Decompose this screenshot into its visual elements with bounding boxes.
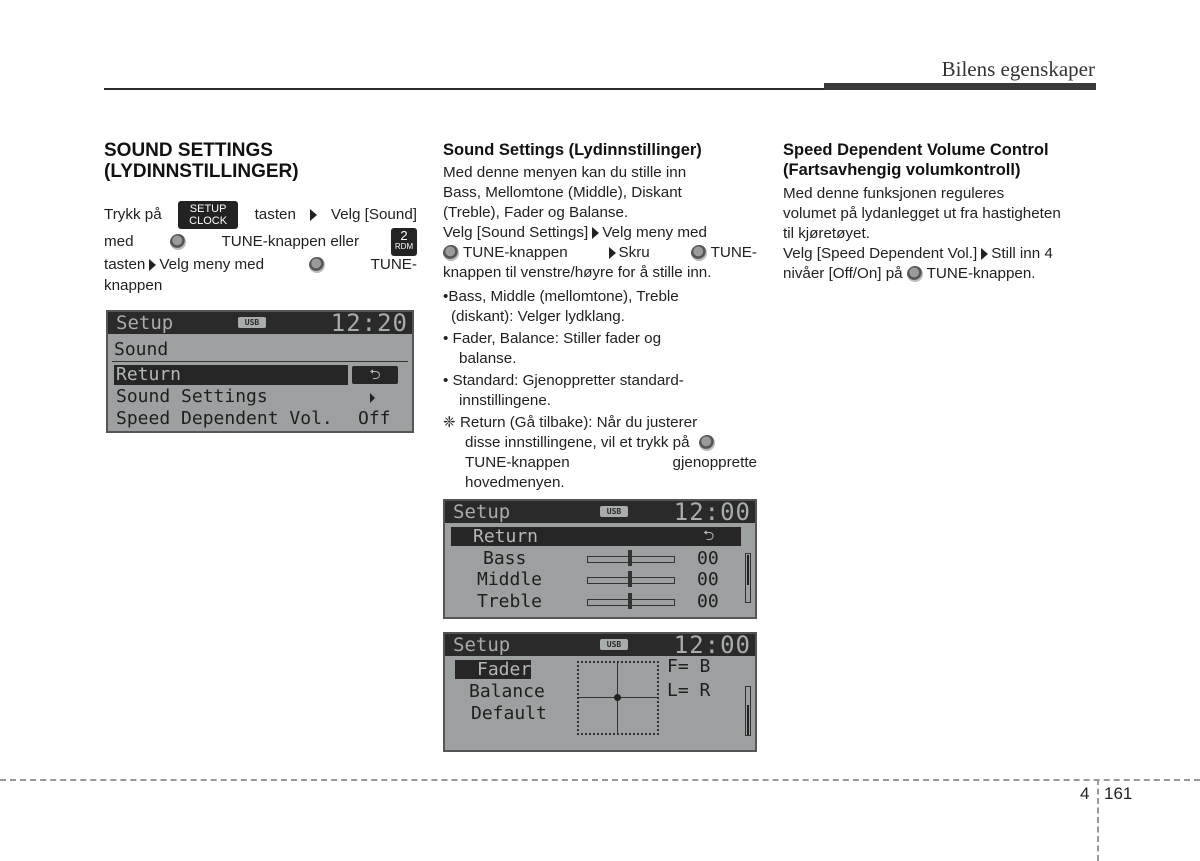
tune-knob-icon xyxy=(443,245,459,261)
lcd-speed-dep-item: Speed Dependent Vol. xyxy=(116,408,333,429)
tune-knob-icon xyxy=(691,245,707,261)
footer-dashed-line xyxy=(0,779,1200,781)
tune-knob-icon xyxy=(699,435,715,451)
page-number: 161 xyxy=(1104,784,1133,803)
lcd-clock: 12:00 xyxy=(673,498,751,526)
lcd-bass-value: 00 xyxy=(697,548,719,569)
usb-icon: USB xyxy=(600,639,628,650)
tune-knob-icon xyxy=(170,234,186,250)
arrow-right-icon xyxy=(592,227,599,239)
arrow-right-icon xyxy=(609,247,616,259)
lcd-screen-fader xyxy=(443,632,757,752)
lcd-scrollbar xyxy=(745,553,751,603)
lcd-status-bar xyxy=(445,498,755,526)
arrow-right-icon xyxy=(149,259,156,271)
lcd-screen-sound xyxy=(106,310,414,433)
setup-clock-key-icon: SETUP CLOCK xyxy=(178,201,238,229)
tune-knob-icon xyxy=(907,266,923,282)
arrow-right-icon xyxy=(981,248,988,260)
lcd-title: Setup xyxy=(453,634,511,656)
lcd-title: Setup xyxy=(453,501,511,523)
middle-slider-thumb xyxy=(628,571,632,587)
lcd-middle-value: 00 xyxy=(697,569,719,590)
lcd-clock: 12:00 xyxy=(673,631,751,659)
running-header: Bilens egenskaper xyxy=(941,57,1095,81)
usb-icon: USB xyxy=(600,506,628,517)
lcd-sound-settings-item: Sound Settings xyxy=(116,386,268,407)
arrow-right-icon xyxy=(310,209,317,221)
lcd-status-bar xyxy=(445,631,755,659)
submenu-arrow-icon xyxy=(370,393,375,403)
lcd-scrollbar xyxy=(745,686,751,736)
lcd-divider xyxy=(112,361,408,362)
lcd-status-bar xyxy=(108,309,412,337)
lcd-bass-label: Bass xyxy=(483,548,527,569)
footer-vertical-dashed-line xyxy=(1097,779,1099,861)
heading-line-2: (LYDINNSTILLINGER) xyxy=(104,161,299,182)
lcd-middle-label: Middle xyxy=(477,569,543,590)
subsection-heading: Sound Settings (Lydinnstillinger) xyxy=(443,141,702,159)
col3-paragraph: Med denne funksjonen reguleres volumet på lydanlegget ut fra hastigheten til kjøretøyet. Velg [Speed Dependent Vol.] Still inn 4 nivåer [Off/On] på TUNE-knappen. xyxy=(783,185,1061,282)
lcd-return-item: Return xyxy=(473,526,539,547)
lcd-title: Setup xyxy=(116,312,174,334)
chapter-number: 4 xyxy=(1080,784,1090,803)
return-arrow-icon: ⮌ xyxy=(703,528,715,544)
bass-slider-thumb xyxy=(628,550,632,566)
lcd-fader-value: F= B xyxy=(667,656,711,677)
header-rule xyxy=(104,88,824,90)
subsection-heading: Speed Dependent Volume Control (Fartsavhengig volumkontroll) xyxy=(783,141,1049,179)
lcd-balance-item: Balance xyxy=(469,681,545,702)
usb-icon: USB xyxy=(238,317,266,328)
lcd-treble-label: Treble xyxy=(477,591,543,612)
lcd-default-item: Default xyxy=(471,703,547,724)
col2-paragraph: Med denne menyen kan du stille inn Bass, Mellomtone (Middle), Diskant (Treble), Fader og Balanse. Velg [Sound Settings] Velg meny med TUNE-knappen Skru TUNE- knappen til venstre/høyre for å stille inn. •Bass, Middle (mellomtone), Treble (diskant): Velger lydklang. • Fader, Balance: Stiller fader og balanse. • Standard: Gjenoppretter standard- innstillingene. ❈ Return (Gå tilbake): Når du justerer disse innstillingene, vil et trykk på TUNE-knappen gjenopprette hovedmenyen. xyxy=(443,164,757,491)
section-heading xyxy=(104,140,299,182)
fader-balance-grid xyxy=(577,661,659,735)
lcd-menu-title: Sound xyxy=(114,339,169,360)
heading-line-1: SOUND SETTINGS xyxy=(104,140,273,161)
tune-knob-icon xyxy=(309,257,325,273)
lcd-screen-eq xyxy=(443,499,757,619)
lcd-clock: 12:20 xyxy=(330,309,408,337)
lcd-treble-value: 00 xyxy=(697,591,719,612)
lcd-return-item: Return xyxy=(116,364,182,385)
lcd-fader-item: Fader xyxy=(477,659,532,680)
treble-slider-thumb xyxy=(628,593,632,609)
lcd-speed-dep-value: Off xyxy=(358,408,391,429)
header-rule-accent xyxy=(824,83,1096,90)
return-arrow-icon: ⮌ xyxy=(352,366,398,384)
rdm-key-icon: 2 RDM xyxy=(391,228,417,256)
col1-paragraph: Trykk på SETUP CLOCK tasten Velg [Sound] med TUNE-knappen eller 2 RDM tasten Velg meny med TUNE- knappen xyxy=(104,203,417,294)
lcd-balance-value: L= R xyxy=(667,680,711,701)
